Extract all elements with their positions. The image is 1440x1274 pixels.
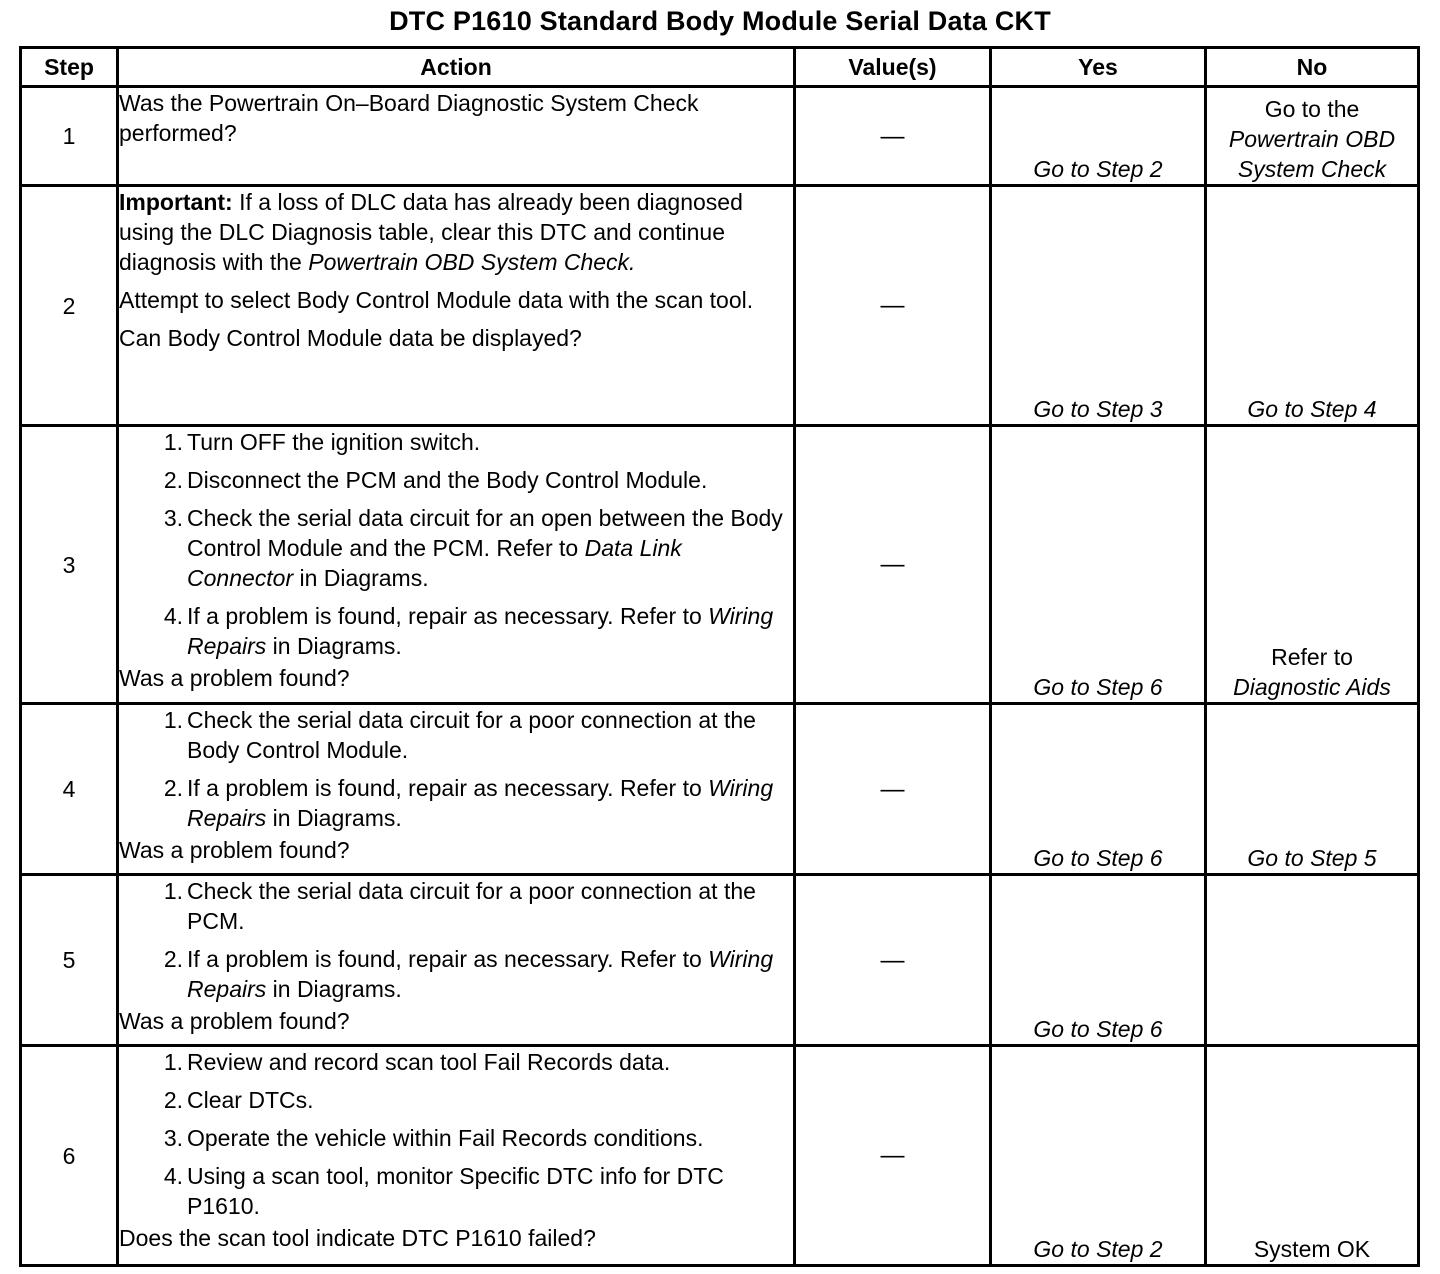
header-yes: Yes bbox=[991, 48, 1206, 87]
item-number: 1. bbox=[163, 707, 183, 733]
item-reference: Wiring Repairs bbox=[187, 603, 774, 659]
item-text-tail: in Diagrams. bbox=[266, 633, 402, 659]
item-text-tail: in Diagrams. bbox=[266, 805, 402, 831]
important-note bbox=[119, 187, 793, 277]
value-dash: — bbox=[880, 122, 905, 150]
yes-cell: Go to Step 3 bbox=[991, 186, 1206, 426]
header-row bbox=[21, 48, 1419, 87]
item-number: 2. bbox=[163, 775, 183, 801]
item-number: 2. bbox=[163, 467, 183, 493]
header-action: Action bbox=[118, 48, 795, 87]
action-question: Was a problem found? bbox=[119, 665, 350, 691]
item-text bbox=[187, 944, 793, 1004]
item-text-main: If a problem is found, repair as necessary. Refer to bbox=[187, 775, 709, 801]
action-list bbox=[119, 427, 793, 661]
list-item bbox=[119, 1123, 793, 1153]
table-row bbox=[21, 186, 1419, 426]
action-cell bbox=[118, 87, 795, 186]
table-row bbox=[21, 704, 1419, 875]
no-line-1: Go to the bbox=[1264, 96, 1360, 122]
list-item bbox=[119, 1161, 793, 1221]
table-row bbox=[21, 1046, 1419, 1266]
item-number: 1. bbox=[163, 878, 183, 904]
item-text: Check the serial data circuit for a poor connection at the PCM. bbox=[187, 878, 756, 934]
step-number: 2 bbox=[21, 186, 118, 426]
item-number: 3. bbox=[163, 1125, 183, 1151]
important-ref: Powertrain OBD System Check. bbox=[308, 249, 636, 275]
list-item bbox=[119, 876, 793, 936]
header-no: No bbox=[1206, 48, 1419, 87]
step-number: 5 bbox=[21, 875, 118, 1046]
value-cell bbox=[795, 704, 991, 875]
no-line-2: Diagnostic Aids bbox=[1233, 674, 1391, 700]
item-text-main: Check the serial data circuit for an open between the Body Control Module and the PCM. Refer to bbox=[187, 505, 783, 561]
value-dash: — bbox=[880, 1142, 905, 1169]
important-text: If a loss of DLC data has already been diagnosed using the DLC Diagnosis table, clear this DTC and continue diagnosis with the bbox=[119, 189, 743, 275]
value-cell bbox=[795, 875, 991, 1046]
no-line-1: Refer to bbox=[1271, 644, 1353, 670]
item-text: Clear DTCs. bbox=[187, 1087, 314, 1113]
action-cell bbox=[118, 704, 795, 875]
item-text: Turn OFF the ignition switch. bbox=[187, 429, 481, 455]
item-reference: Data Link Connector bbox=[187, 535, 682, 591]
action-list bbox=[119, 1047, 793, 1221]
item-number: 2. bbox=[163, 946, 183, 972]
no-cell bbox=[1206, 87, 1419, 186]
step-number: 1 bbox=[21, 87, 118, 186]
yes-cell: Go to Step 2 bbox=[991, 1046, 1206, 1266]
list-item bbox=[119, 1047, 793, 1077]
action-question: Does the scan tool indicate DTC P1610 failed? bbox=[119, 1225, 596, 1251]
list-item bbox=[119, 601, 793, 661]
item-text: Operate the vehicle within Fail Records conditions. bbox=[187, 1125, 704, 1151]
value-cell bbox=[795, 426, 991, 704]
item-text bbox=[187, 601, 793, 661]
value-dash: — bbox=[880, 551, 905, 578]
item-text: Review and record scan tool Fail Records data. bbox=[187, 1049, 671, 1075]
list-item bbox=[119, 503, 793, 593]
no-cell: System OK bbox=[1206, 1046, 1419, 1266]
header-step: Step bbox=[21, 48, 118, 87]
important-label: Important: bbox=[119, 189, 233, 215]
item-text bbox=[187, 503, 793, 593]
value-cell bbox=[795, 87, 991, 186]
table-row bbox=[21, 426, 1419, 704]
no-line-2: Powertrain OBD System Check bbox=[1228, 126, 1396, 182]
yes-cell: Go to Step 2 bbox=[991, 87, 1206, 186]
item-number: 1. bbox=[163, 1049, 183, 1075]
item-number: 4. bbox=[163, 1163, 183, 1189]
action-cell bbox=[118, 875, 795, 1046]
item-number: 4. bbox=[163, 603, 183, 629]
item-text: Check the serial data circuit for a poor connection at the Body Control Module. bbox=[187, 707, 756, 763]
item-reference: Wiring Repairs bbox=[187, 775, 774, 831]
table-row bbox=[21, 87, 1419, 186]
value-dash: — bbox=[880, 292, 905, 319]
item-number: 1. bbox=[163, 429, 183, 455]
action-question: Can Body Control Module data be displayed? bbox=[119, 325, 582, 351]
item-number: 2. bbox=[163, 1087, 183, 1113]
action-paragraph: Attempt to select Body Control Module data with the scan tool. bbox=[119, 287, 754, 313]
yes-cell: Go to Step 6 bbox=[991, 704, 1206, 875]
action-cell bbox=[118, 1046, 795, 1266]
item-text-main: If a problem is found, repair as necessary. Refer to bbox=[187, 946, 709, 972]
action-list bbox=[119, 705, 793, 833]
item-text-tail: in Diagrams. bbox=[266, 976, 402, 1002]
item-reference: Wiring Repairs bbox=[187, 946, 774, 1002]
list-item bbox=[119, 773, 793, 833]
yes-cell: Go to Step 6 bbox=[991, 875, 1206, 1046]
no-cell bbox=[1206, 875, 1419, 1046]
no-cell: Go to Step 4 bbox=[1206, 186, 1419, 426]
item-text: Disconnect the PCM and the Body Control Module. bbox=[187, 467, 708, 493]
item-text: Using a scan tool, monitor Specific DTC info for DTC P1610. bbox=[187, 1163, 724, 1219]
action-cell bbox=[118, 426, 795, 704]
item-text-main: If a problem is found, repair as necessary. Refer to bbox=[187, 603, 709, 629]
action-cell bbox=[118, 186, 795, 426]
yes-cell: Go to Step 6 bbox=[991, 426, 1206, 704]
list-item bbox=[119, 427, 793, 457]
action-question: Was the Powertrain On–Board Diagnostic System Check performed? bbox=[119, 90, 699, 146]
no-cell bbox=[1206, 426, 1419, 704]
item-number: 3. bbox=[163, 505, 183, 531]
value-dash: — bbox=[880, 775, 905, 803]
item-text-tail: in Diagrams. bbox=[293, 565, 429, 591]
step-number: 6 bbox=[21, 1046, 118, 1266]
action-list bbox=[119, 876, 793, 1004]
action-question: Was a problem found? bbox=[119, 837, 350, 863]
value-dash: — bbox=[880, 946, 905, 974]
page-title: DTC P1610 Standard Body Module Serial Data CKT bbox=[389, 6, 1051, 36]
action-question: Was a problem found? bbox=[119, 1008, 350, 1034]
header-values: Value(s) bbox=[795, 48, 991, 87]
list-item bbox=[119, 1085, 793, 1115]
list-item bbox=[119, 465, 793, 495]
table-row bbox=[21, 875, 1419, 1046]
value-cell bbox=[795, 1046, 991, 1266]
list-item bbox=[119, 705, 793, 765]
value-cell bbox=[795, 186, 991, 426]
list-item bbox=[119, 944, 793, 1004]
diagnostic-table bbox=[19, 46, 1420, 1267]
no-cell: Go to Step 5 bbox=[1206, 704, 1419, 875]
step-number: 4 bbox=[21, 704, 118, 875]
item-text bbox=[187, 773, 793, 833]
step-number: 3 bbox=[21, 426, 118, 704]
